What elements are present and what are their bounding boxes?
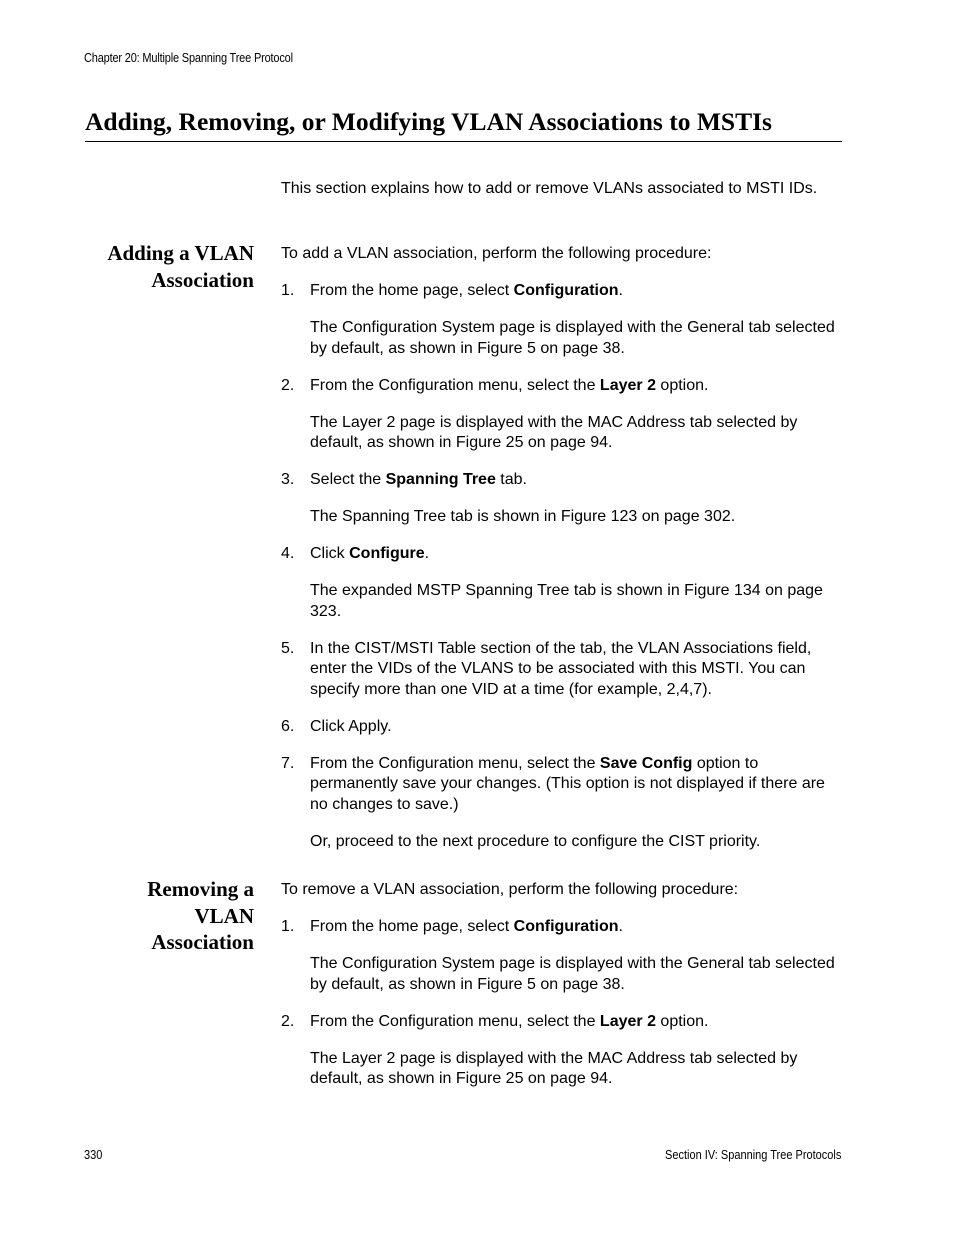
step-number: 2. — [281, 1012, 295, 1030]
step-text: Click — [310, 545, 350, 562]
remove-step-1 — [281, 917, 841, 938]
step-number: 6. — [281, 717, 295, 735]
step-text: From the Configuration menu, select the — [310, 376, 600, 394]
removing-lead: To remove a VLAN association, perform the following procedure: — [281, 881, 739, 898]
adding-vlan-heading: Adding a VLAN Association — [107, 241, 254, 292]
step-text: . — [618, 918, 623, 935]
adding-vlan-section — [281, 244, 841, 869]
page-number: 330 — [84, 1148, 103, 1162]
heading-line: Removing a — [147, 877, 254, 901]
remove-step-1-detail: The Configuration System page is displayed with the General tab selected by default, as shown in Figure 5 on page 38. — [310, 955, 835, 993]
step-keyword: Save Config — [599, 754, 693, 772]
step-text: From the home page, select — [310, 282, 514, 299]
step-text: In the CIST/MSTI Table section of the tab, the VLAN Associations field, enter the VIDs of the VLANS to be associated with this MSTI. You can specify more than one VID at a time (for example, 2,4,7). — [310, 639, 812, 698]
step-number: 2. — [281, 376, 295, 394]
step-keyword: Layer 2 — [599, 376, 656, 394]
step-text: Click Apply. — [310, 717, 392, 735]
add-step-2 — [281, 376, 841, 397]
footer-section: Section IV: Spanning Tree Protocols — [664, 1148, 841, 1162]
add-step-5 — [281, 639, 841, 701]
step-keyword: Layer 2 — [599, 1012, 656, 1030]
add-step-2-detail: The Layer 2 page is displayed with the MAC Address tab selected by default, as shown in Figure 25 on page 94. — [310, 413, 798, 451]
step-text: option. — [655, 1012, 709, 1030]
step-keyword: Spanning Tree — [385, 471, 496, 488]
step-text: . — [424, 545, 430, 562]
add-step-3 — [281, 470, 841, 491]
step-text: Select the — [310, 471, 386, 488]
removing-vlan-section — [281, 880, 841, 1106]
step-number: 5. — [281, 639, 295, 657]
add-step-4 — [281, 544, 841, 565]
step-text: From the Configuration menu, select the — [310, 1012, 600, 1030]
add-step-3-detail: The Spanning Tree tab is shown in Figure 123 on page 302. — [310, 508, 736, 525]
add-step-1-detail: The Configuration System page is displayed with the General tab selected by default, as shown in Figure 5 on page 38. — [310, 319, 835, 357]
step-keyword: Configuration — [513, 282, 619, 299]
step-text: . — [618, 282, 623, 299]
intro-paragraph: This section explains how to add or remove VLANs associated to MSTI IDs. — [281, 180, 818, 197]
step-text: option. — [655, 376, 709, 394]
add-step-7-detail: Or, proceed to the next procedure to configure the CIST priority. — [310, 832, 761, 850]
page-title: Adding, Removing, or Modifying VLAN Associations to MSTIs — [85, 106, 842, 142]
step-text: tab. — [495, 471, 527, 488]
add-step-7 — [281, 754, 841, 816]
step-text: From the home page, select — [310, 918, 514, 935]
step-number: 7. — [281, 754, 295, 772]
heading-line: Association — [151, 930, 254, 954]
add-step-6 — [281, 717, 841, 738]
step-keyword: Configuration — [513, 918, 619, 935]
remove-step-2 — [281, 1012, 841, 1033]
remove-step-2-detail: The Layer 2 page is displayed with the MAC Address tab selected by default, as shown in Figure 25 on page 94. — [310, 1049, 798, 1087]
step-number: 1. — [281, 282, 295, 299]
step-number: 1. — [281, 918, 295, 935]
add-step-4-detail: The expanded MSTP Spanning Tree tab is shown in Figure 134 on page 323. — [310, 582, 823, 620]
removing-vlan-heading — [74, 876, 254, 956]
running-header: Chapter 20: Multiple Spanning Tree Protocol — [84, 51, 293, 65]
adding-lead: To add a VLAN association, perform the following procedure: — [281, 245, 712, 262]
step-text: From the Configuration menu, select the — [310, 754, 600, 772]
heading-line: VLAN — [194, 903, 254, 928]
step-keyword: Configure — [349, 545, 425, 562]
add-step-1 — [281, 281, 841, 302]
step-number: 3. — [281, 471, 295, 488]
step-number: 4. — [281, 545, 295, 562]
step-text: option to permanently save your changes. (This option is not displayed if there are no changes to save.) — [310, 754, 825, 813]
